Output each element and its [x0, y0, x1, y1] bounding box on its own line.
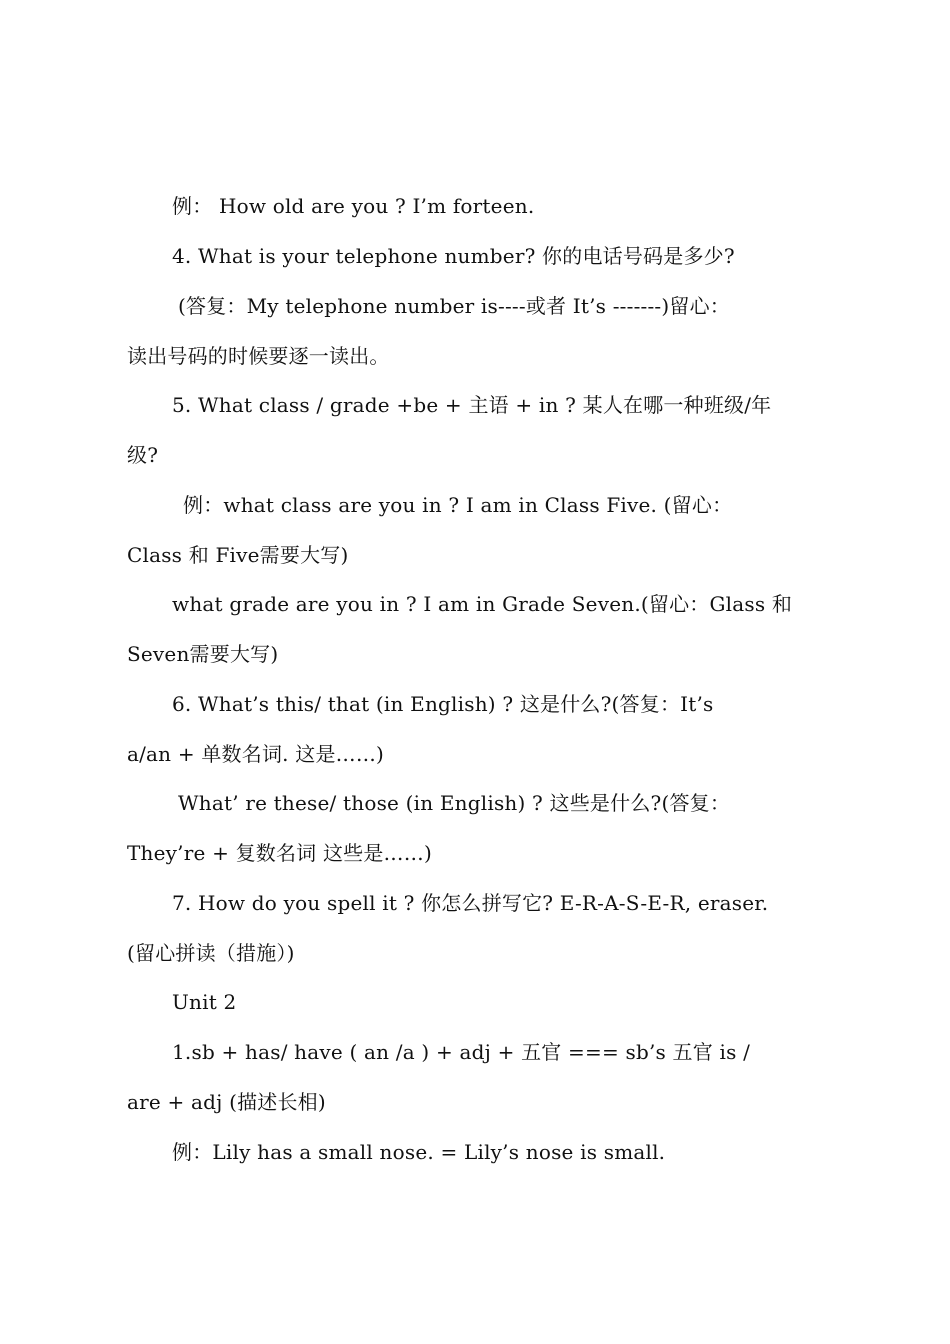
example-class: 例：what class are you in ? I am in Class Five. (留心：: [183, 493, 733, 517]
unit-2-item-1-pattern-continued: are + adj (描述长相): [127, 1090, 326, 1114]
item-5-continued: 级?: [127, 443, 159, 467]
item-4-note: 读出号码的时候要逐一读出。: [127, 344, 390, 368]
item-7-note: (留心拼读（措施）): [127, 941, 295, 965]
item-5-class-grade: 5. What class / grade +be + 主语 + in ? 某人在哪一种班级/年: [172, 393, 772, 417]
item-6-this-that: 6. What’s this/ that (in English) ? 这是什么?(答复：It’s: [172, 692, 714, 716]
example-grade: what grade are you in ? I am in Grade Seven.(留心：Glass 和: [172, 592, 793, 616]
unit-2-example: 例：Lily has a small nose. = Lily’s nose is small.: [172, 1140, 666, 1164]
item-4-telephone-question: 4. What is your telephone number? 你的电话号码是多少?: [172, 244, 735, 268]
unit-heading: Unit 2: [172, 990, 237, 1014]
unit-2-item-1-pattern: 1.sb + has/ have ( an /a ) + adj + 五官 === sb’s 五官 is /: [172, 1040, 751, 1064]
item-6-answer: a/an + 单数名词. 这是……): [127, 742, 385, 766]
example-how-old: 例： How old are you ? I’m forteen.: [172, 194, 535, 218]
item-6-plural-answer: They’re + 复数名词 这些是……): [127, 841, 432, 865]
item-4-answer: (答复：My telephone number is----或者 It’s -------)留心：: [178, 294, 730, 318]
item-7-spell: 7. How do you spell it ? 你怎么拼写它? E-R-A-S-E-R, eraser.: [172, 891, 769, 915]
example-class-note: Class 和 Five需要大写): [127, 543, 349, 567]
example-grade-note: Seven需要大写): [127, 642, 279, 666]
item-6-these-those: What’ re these/ those (in English) ? 这些是什么?(答复：: [178, 791, 731, 815]
